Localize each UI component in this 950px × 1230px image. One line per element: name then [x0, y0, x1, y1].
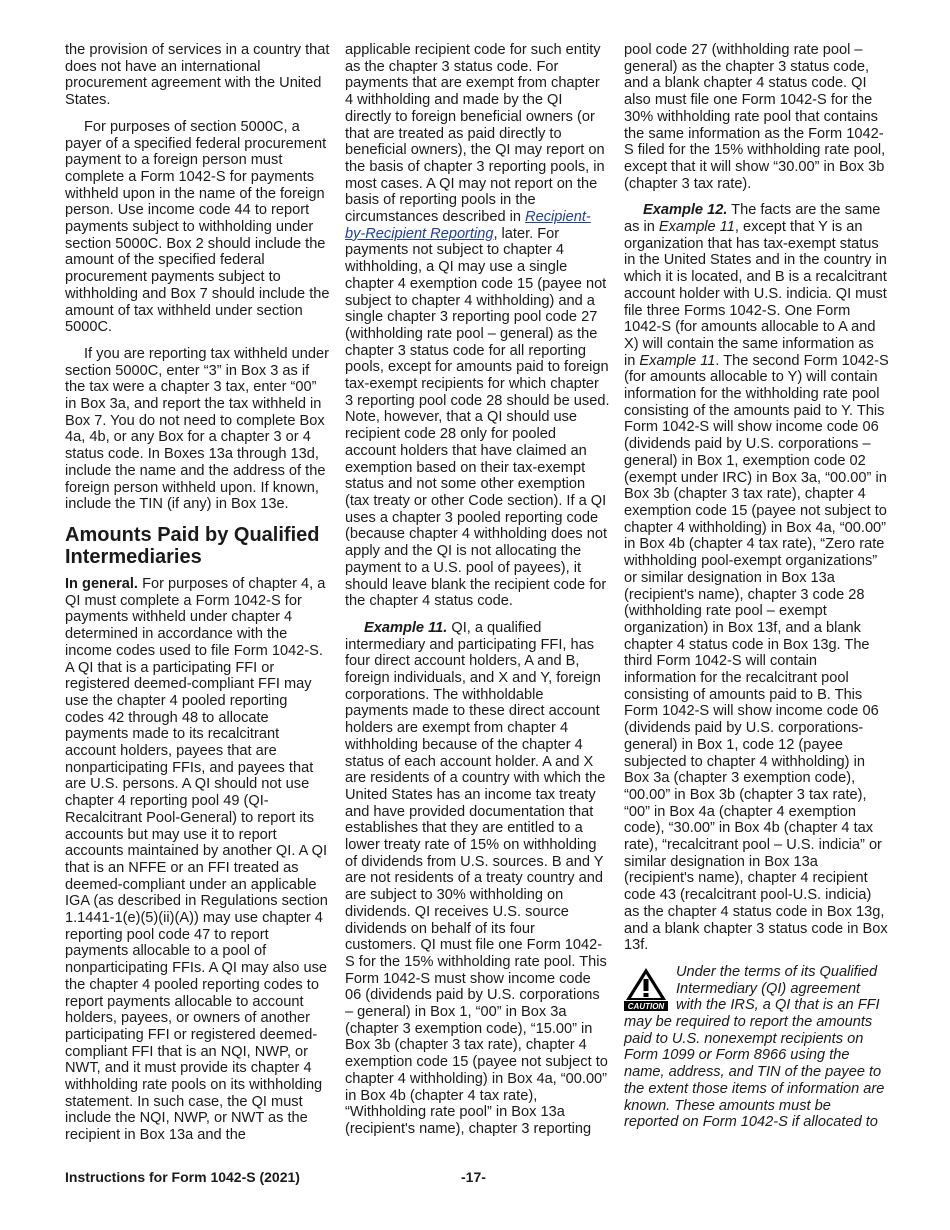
paragraph — [345, 42, 610, 610]
paragraph — [345, 620, 610, 1138]
caution-icon — [624, 967, 668, 1011]
caution-text: Under the terms of its Qualified — [676, 963, 878, 980]
run-in-heading: In general. — [65, 575, 138, 592]
caution-text: may be required to report the amounts paid to U.S. nonexempt recipients on Form 1099 or Form 8966 using the name, address, and TIN of the payee to the extent those items of information are known. These amounts must be reported on Form 1042-S if allocated to — [624, 1014, 885, 1131]
paragraph-text: QI, a qualified intermediary and participating FFI, has four direct account holders, A and B, foreign individuals, and X and Y, foreign corporations. The withholdable payments made to these direct account holders are exempt from chapter 4 withholding because of the chapter 4 status of each account holder. A and X are residents of a country with which the United States has an income tax treaty and have provided documentation that establishes that they are entitled to a lower treaty rate of 15% on withholding of dividends from U.S. sources. B and Y are not residents of a treaty country and are subject to 30% withholding on dividends. QI receives U.S. source dividends on behalf of its four customers. QI must file one Form 1042-S for the 15% withholding rate pool. This Form 1042-S must show income code 06 (dividends paid by U.S. corporations – general) in Box 1, “00” in Box 3a (chapter 3 exemption code), “15.00” in Box 3b (chapter 3 tax rate), chapter 4 exemption code 15 (payee not subject to chapter 4 withholding) in Box 4a, “00.00” in Box 4b (chapter 4 tax rate), “Withholding rate pool” in Box 13a (recipient's name), chapter 3 reporting — [345, 619, 608, 1137]
example-heading: Example 12. — [643, 202, 728, 219]
paragraph-text: For purposes of chapter 4, a QI must complete a Form 1042-S for payments withheld under chapter 4 determined in accordance with the income codes used to file Form 1042-S. A QI that is a participating FFI or registered deemed-compliant FFI may use the chapter 4 pooled reporting codes 42 through 48 to allocate payments made to its recalcitrant account holders, payees that are nonparticipating FFIs, and payees that are U.S. persons. A QI should not use chapter 4 reporting pool 49 (QI-Recalcitrant Pool-General) to report its accounts but may use it to report accounts maintained by another QI. A QI that is an NFFE or an FFI treated as deemed-compliant under an applicable IGA (as described in Regulations section 1.1441-1(e)(5)(ii)(A)) may use chapter 4 reporting pool code 47 to report payments allocable to a pool of nonparticipating FFIs. A QI may also use the chapter 4 pooled reporting codes to report payments allocable to account holders, payees, or owners of another participating FFI or registered deemed-compliant FFI that is an NQI, NWP, or NWT, and it must provide its chapter 4 withholding rate pools on its withholding statement. In such case, the QI must include the NQI, NWP, or NWT as the recipient in Box 13a and the — [65, 575, 328, 1144]
paragraph-text: , later. For payments not subject to chapter 4 withholding, a QI may use a single chapter 4 exemption code 15 (payee not subject to chapter 4 withholding) and a single chapter 3 reporting pool code 27 (withholding rate pool – general) as the chapter 3 status code for all reporting pools, except for amounts paid to foreign tax-exempt recipients for which chapter 3 reporting pool code 28 should be used. Note, however, that a QI should use recipient code 28 only for pooled account holders that have claimed an exemption based on their tax-exempt status and not some other exemption (tax treaty or other Code section). If a QI uses a chapter 3 pooled reporting code (because chapter 4 withholding does not apply and the QI is not allocating the payment to a U.S. pool of payees), it should leave blank the recipient code for the chapter 4 status code. — [345, 225, 610, 610]
example-reference: Example 11 — [658, 219, 735, 236]
paragraph — [65, 576, 330, 1144]
paragraph: If you are reporting tax withheld under section 5000C, enter “3” in Box 3 as if the tax were a chapter 3 tax, enter “00” in Box 3a, and report the tax withheld in Box 7. You do not need to complete Box 4a, 4b, or any Box for a chapter 3 or 4 status code. In Boxes 13a through 13d, include the name and the address of the foreign person withheld upon. If known, include the TIN (if any) in Box 13e. — [65, 345, 329, 513]
column-middle — [345, 42, 610, 1148]
caution-note — [624, 964, 889, 1131]
paragraph-text: applicable recipient code for such entity as the chapter 3 status code. For payments that are exempt from chapter 4 withholding and made by the QI directly to foreign beneficial owners (or that are treated as paid directly to beneficial owners), the QI may report on the basis of chapter 3 reporting pools, in most cases. A QI may not report on the basis of reporting pools in the circumstances described in — [345, 42, 605, 226]
paragraph: the provision of services in a country that does not have an international procurement agreement with the United States. — [65, 42, 330, 109]
paragraph — [624, 202, 889, 954]
paragraph-text: . The second Form 1042-S (for amounts allocable to Y) will contain information for the withholding rate pool consisting of the amounts paid to Y. This Form 1042-S will show income code 06 (dividends paid by U.S. corporations – general) in Box 1, exemption code 02 (exempt under IRC) in Box 3a, “00.00” in Box 3b (chapter 3 tax rate), chapter 4 exemption code 15 (payee not subject to chapter 4 withholding) in Box 4a, “00.00” in Box 4b (chapter 4 tax rate), “Zero rate withholding pool-exempt organizations” or similar designation in Box 13a (recipient's name), chapter 3 code 28 (withholding rate pool – exempt organization) in Box 13f, and a blank chapter 4 status code in Box 13g. The third Form 1042-S will contain information for the recalcitrant pool consisting of amounts paid to B. This Form 1042-S will show income code 06 (dividends paid by U.S. corporations-general) in Box 1, code 12 (payee subjected to chapter 4 withholding) in Box 3a (chapter 3 exemption code), “00.00” in Box 3b (chapter 3 tax rate), “00” in Box 4a (chapter 4 exemption code), “30.00” in Box 4b (chapter 4 tax rate), “recalcitrant pool – U.S. indicia” or similar designation in Box 13a (recipient's name), chapter 4 recipient code 43 (recalcitrant pool-U.S. indicia) as the chapter 4 status code in Box 13g, and a blank chapter 3 status code in Box 13f. — [624, 352, 889, 954]
example-reference: Example 11 — [639, 352, 716, 369]
paragraph: For purposes of section 5000C, a payer of a specified federal procurement payment to a foreign person must complete a Form 1042-S for payments withheld upon in the name of the foreign person. Use income code 44 to report payments subject to withholding under section 5000C. Box 2 should include the amount of the specified federal procurement payments subject to withholding and Box 7 should include the amount of tax withheld under section 5000C. — [65, 118, 330, 336]
column-right — [624, 42, 889, 1131]
caution-label: CAUTION — [627, 1001, 665, 1011]
page-number: -17- — [461, 1169, 486, 1185]
paragraph: pool code 27 (withholding rate pool – general) as the chapter 3 status code, and a blank chapter 4 status code. QI also must file one Form 1042-S for the 30% withholding rate pool that contains the same information as the Form 1042-S filed for the 15% withholding rate pool, except that it will show “30.00” in Box 3b (chapter 3 tax rate). — [624, 42, 886, 192]
footer-form-title: Instructions for Form 1042-S (2021) — [65, 1169, 300, 1185]
paragraph-text: The facts are the same as in — [624, 202, 881, 236]
recipient-by-recipient-link[interactable]: Recipient-by-Recipient Reporting — [345, 209, 591, 242]
paragraph-text: , except that Y is an organization that has tax-exempt status in the United States and in the country in which it is located, and B is a recalcitrant account holder with U.S. indicia. QI must file three Forms 1042-S. One Form 1042-S (for amounts allocable to A and X) will contain the same information as in — [624, 219, 887, 369]
caution-text: Intermediary (QI) agreement — [676, 980, 861, 997]
example-heading: Example 11. — [364, 619, 448, 636]
section-heading: Amounts Paid by Qualified Intermediaries — [65, 523, 320, 568]
column-left — [65, 42, 330, 1154]
caution-text: with the IRS, a QI that is an FFI — [676, 997, 880, 1014]
